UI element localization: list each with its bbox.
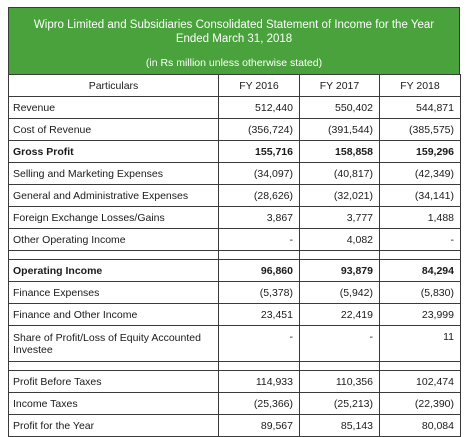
- row-value-fy2018: (34,141): [380, 185, 461, 207]
- row-value-fy2018: (42,349): [380, 163, 461, 185]
- statement-title: Wipro Limited and Subsidiaries Consolidated Statement of Income for the Year Ended March 31, 2018: [33, 19, 435, 45]
- row-value-fy2018: 23,999: [380, 304, 461, 326]
- spacer-cell: [9, 362, 219, 371]
- row-value-fy2017: 158,858: [300, 141, 380, 163]
- column-header-row: [9, 75, 461, 97]
- spacer-cell: [380, 251, 461, 260]
- table-row: [9, 260, 461, 282]
- table-row: [9, 229, 461, 251]
- row-value-fy2018: 159,296: [380, 141, 461, 163]
- row-value-fy2017: (5,942): [300, 282, 380, 304]
- row-value-fy2017: (32,021): [300, 185, 380, 207]
- spacer-row: [9, 362, 461, 371]
- row-value-fy2018: 80,084: [380, 415, 461, 437]
- table-row: [9, 326, 461, 362]
- row-label: Profit for the Year: [9, 415, 219, 437]
- row-value-fy2016: (28,626): [219, 185, 300, 207]
- row-value-fy2018: 1,488: [380, 207, 461, 229]
- row-value-fy2016: 512,440: [219, 97, 300, 119]
- row-value-fy2018: (385,575): [380, 119, 461, 141]
- row-value-fy2018: 11: [380, 326, 461, 362]
- row-value-fy2016: 3,867: [219, 207, 300, 229]
- table-row: [9, 371, 461, 393]
- table-row: [9, 415, 461, 437]
- row-label: Revenue: [9, 97, 219, 119]
- table-row: [9, 141, 461, 163]
- row-value-fy2017: (391,544): [300, 119, 380, 141]
- spacer-cell: [300, 251, 380, 260]
- row-value-fy2016: 96,860: [219, 260, 300, 282]
- table-row: [9, 207, 461, 229]
- row-value-fy2017: (40,817): [300, 163, 380, 185]
- table-row: [9, 163, 461, 185]
- row-value-fy2016: 89,567: [219, 415, 300, 437]
- column-header-fy2017: FY 2017: [300, 75, 380, 97]
- row-label: Profit Before Taxes: [9, 371, 219, 393]
- income-statement: [8, 7, 460, 437]
- row-value-fy2016: (25,366): [219, 393, 300, 415]
- row-label: Operating Income: [9, 260, 219, 282]
- row-value-fy2016: (34,097): [219, 163, 300, 185]
- row-label: Cost of Revenue: [9, 119, 219, 141]
- row-value-fy2018: 102,474: [380, 371, 461, 393]
- row-label: Income Taxes: [9, 393, 219, 415]
- row-value-fy2017: 93,879: [300, 260, 380, 282]
- table-row: [9, 119, 461, 141]
- row-label: Other Operating Income: [9, 229, 219, 251]
- table-row: [9, 304, 461, 326]
- row-value-fy2018: (22,390): [380, 393, 461, 415]
- row-value-fy2017: 110,356: [300, 371, 380, 393]
- table-body: [9, 97, 461, 437]
- row-value-fy2016: -: [219, 229, 300, 251]
- row-label: Share of Profit/Loss of Equity Accounted Investee: [9, 326, 219, 362]
- row-value-fy2017: 3,777: [300, 207, 380, 229]
- spacer-cell: [300, 362, 380, 371]
- row-value-fy2017: -: [300, 326, 380, 362]
- row-value-fy2017: 550,402: [300, 97, 380, 119]
- column-header-fy2018: FY 2018: [380, 75, 461, 97]
- row-label: Finance and Other Income: [9, 304, 219, 326]
- row-value-fy2018: 84,294: [380, 260, 461, 282]
- row-label: Gross Profit: [9, 141, 219, 163]
- row-label: General and Administrative Expenses: [9, 185, 219, 207]
- row-value-fy2016: (356,724): [219, 119, 300, 141]
- table-row: [9, 282, 461, 304]
- table-row: [9, 185, 461, 207]
- spacer-cell: [219, 251, 300, 260]
- units-note: (in Rs million unless otherwise stated): [145, 57, 323, 69]
- row-value-fy2018: (5,830): [380, 282, 461, 304]
- spacer-cell: [9, 251, 219, 260]
- row-label: Selling and Marketing Expenses: [9, 163, 219, 185]
- row-value-fy2016: 114,933: [219, 371, 300, 393]
- row-value-fy2017: 4,082: [300, 229, 380, 251]
- row-value-fy2017: (25,213): [300, 393, 380, 415]
- column-header-particulars: Particulars: [9, 75, 219, 97]
- row-value-fy2016: 155,716: [219, 141, 300, 163]
- row-value-fy2018: -: [380, 229, 461, 251]
- row-value-fy2016: -: [219, 326, 300, 362]
- income-table: [8, 74, 461, 437]
- column-header-fy2016: FY 2016: [219, 75, 300, 97]
- row-value-fy2016: (5,378): [219, 282, 300, 304]
- spacer-cell: [380, 362, 461, 371]
- row-value-fy2017: 22,419: [300, 304, 380, 326]
- row-value-fy2017: 85,143: [300, 415, 380, 437]
- row-value-fy2016: 23,451: [219, 304, 300, 326]
- row-label: Foreign Exchange Losses/Gains: [9, 207, 219, 229]
- table-row: [9, 393, 461, 415]
- row-value-fy2018: 544,871: [380, 97, 461, 119]
- table-row: [9, 97, 461, 119]
- spacer-cell: [219, 362, 300, 371]
- row-label: Finance Expenses: [9, 282, 219, 304]
- statement-header: [8, 7, 460, 74]
- spacer-row: [9, 251, 461, 260]
